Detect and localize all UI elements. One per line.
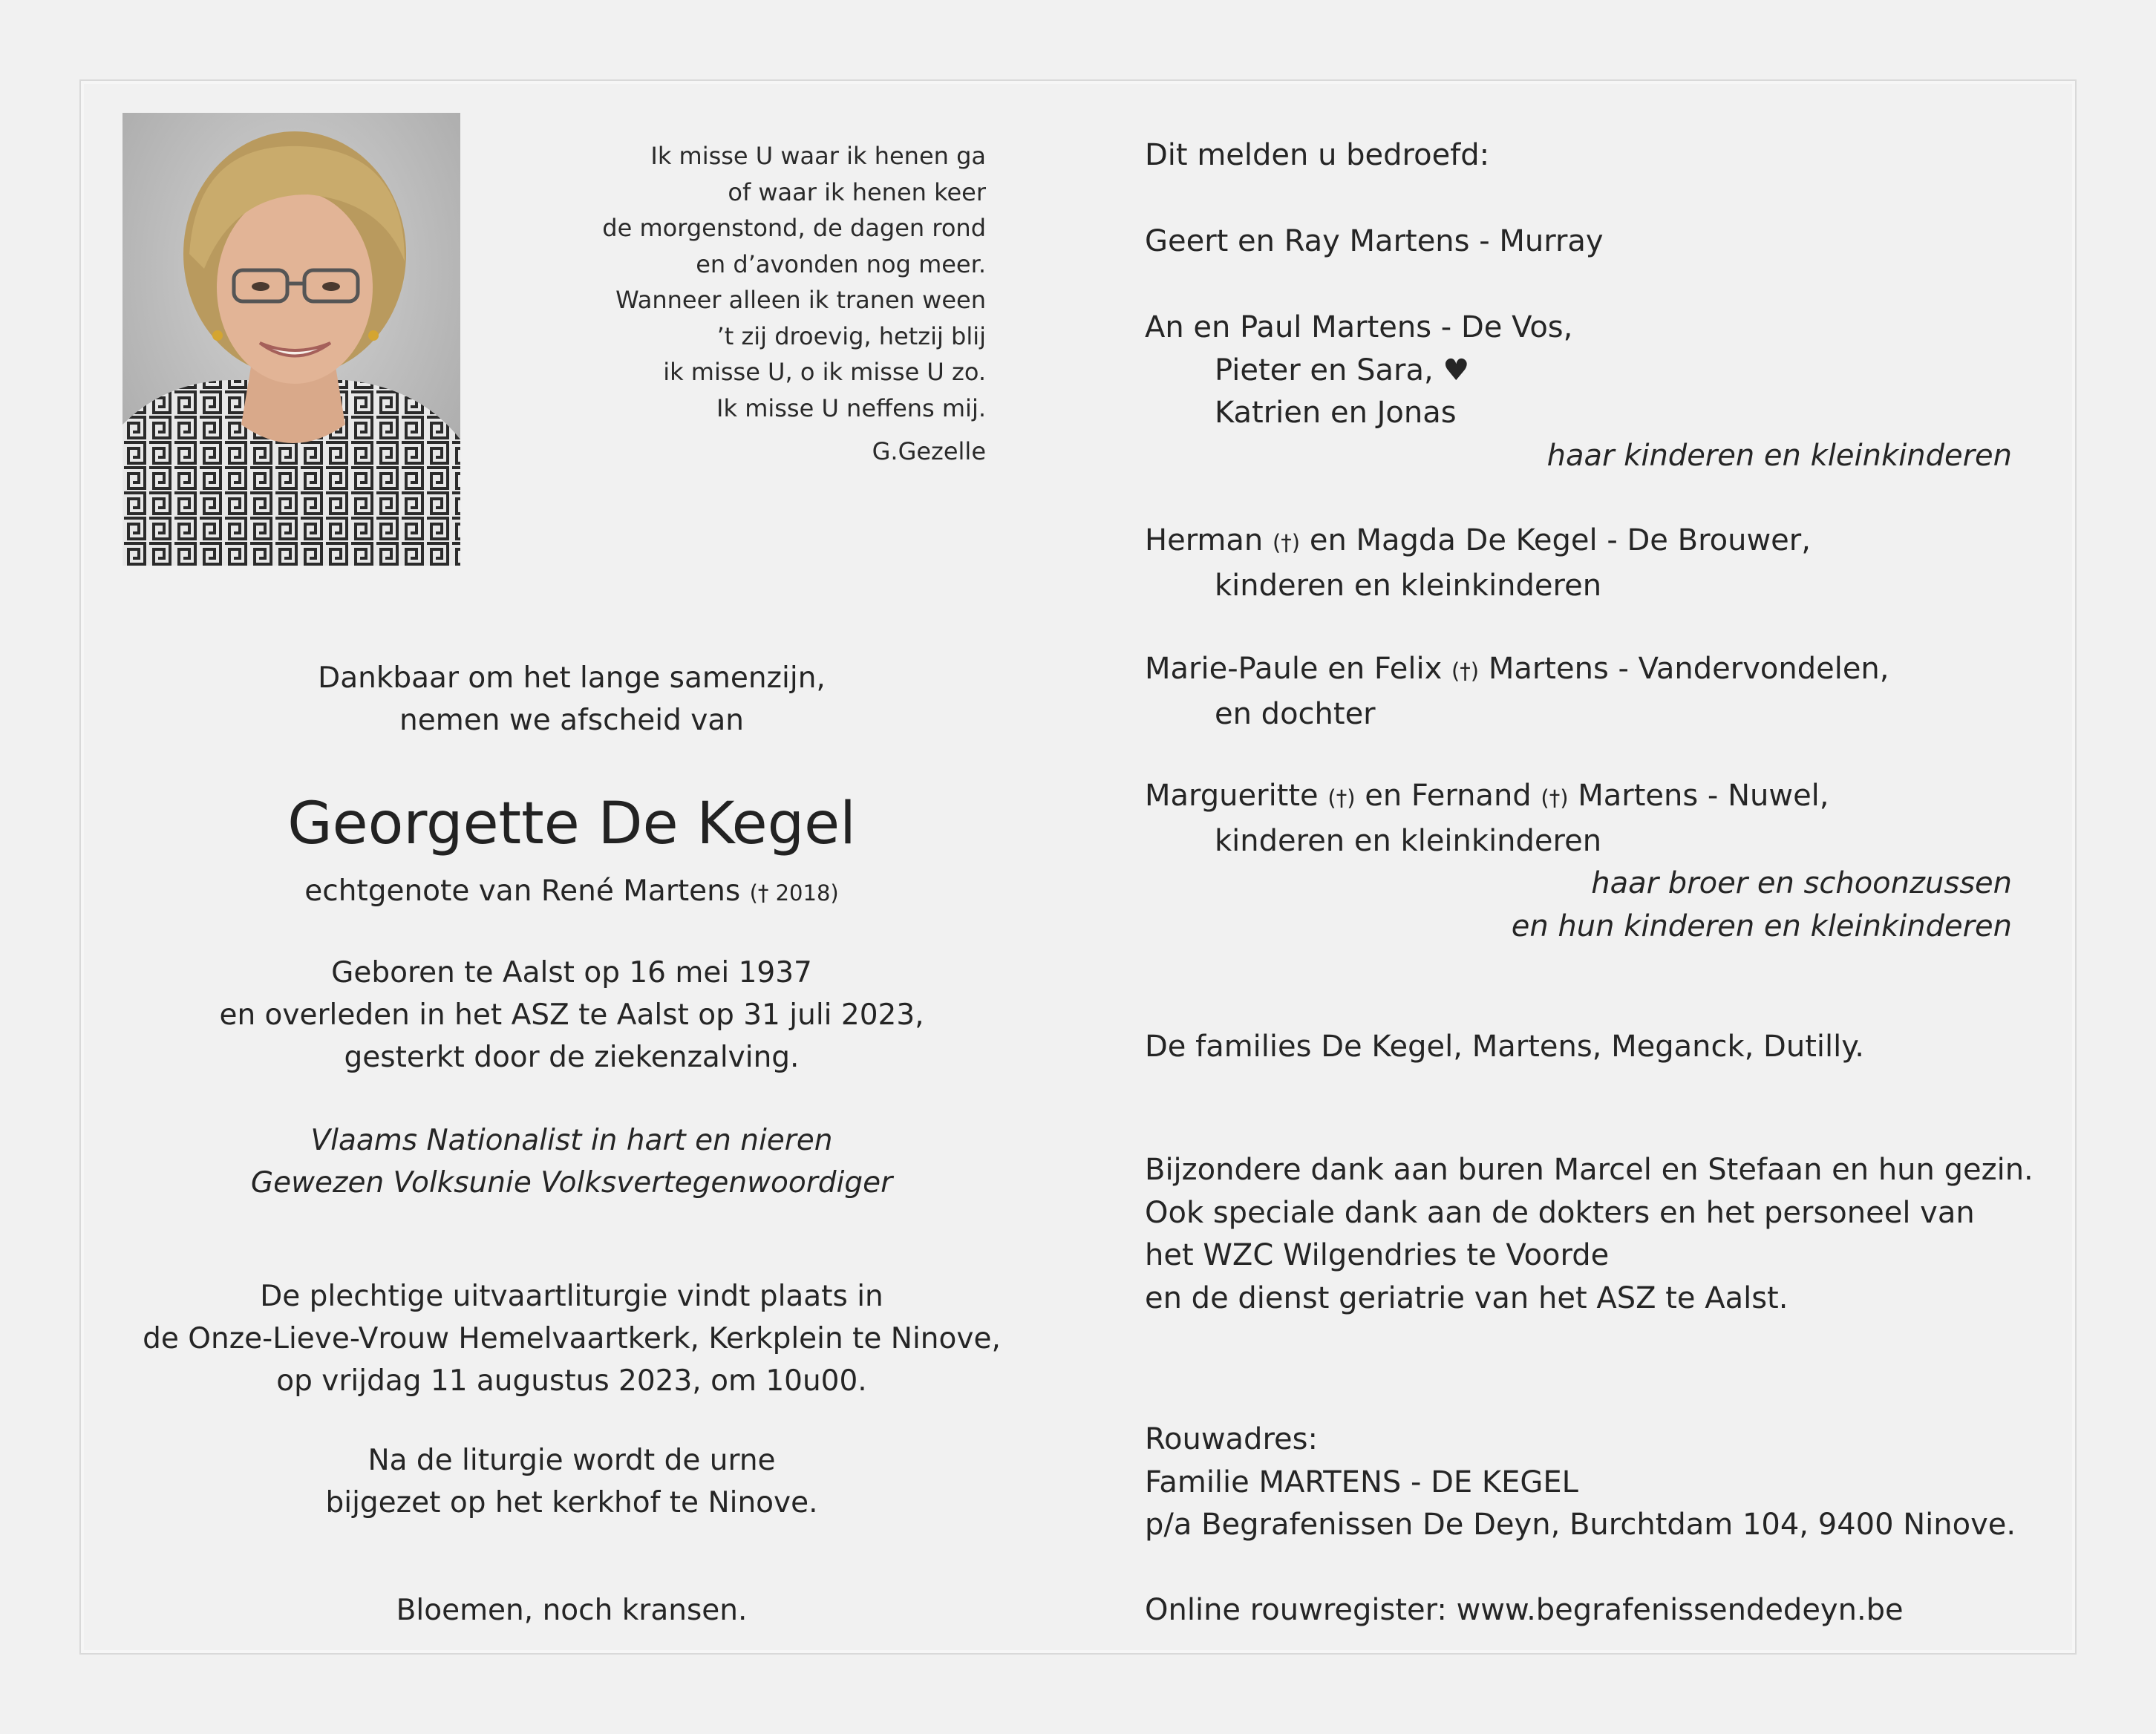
sacrament-line: gesterkt door de ziekenzalving. [344, 1041, 800, 1074]
thanks-line: Ook speciale dank aan de dokters en het personeel van [1145, 1195, 1975, 1230]
poem-line: Ik misse U waar ik henen ga [650, 142, 986, 170]
cross-mark: (†) [1451, 658, 1480, 684]
family-line: en dochter [1215, 696, 1376, 731]
cross-mark: (†) [1541, 785, 1569, 811]
family-text: Marie-Paule en Felix [1145, 652, 1451, 686]
intro-text [126, 657, 1017, 742]
poem [520, 138, 986, 470]
poem-line: ik misse U, o ik misse U zo. [663, 358, 986, 386]
tribute-line: Gewezen Volksunie Volksvertegenwoordiger [250, 1166, 893, 1200]
spouse-death-year: († 2018) [749, 880, 839, 906]
poem-author: G.Gezelle [872, 437, 986, 465]
death-line: en overleden in het ASZ te Aalst op 31 juli 2023, [219, 998, 924, 1032]
address-block [1145, 1419, 2016, 1547]
poem-line: of waar ik henen keer [728, 177, 986, 206]
urn-text [126, 1439, 1017, 1524]
tribute-text [126, 1119, 1017, 1204]
urn-line: Na de liturgie wordt de urne [368, 1444, 776, 1477]
tribute-line: Vlaams Nationalist in hart en nieren [310, 1124, 833, 1157]
family-text: Margueritte [1145, 779, 1328, 813]
intro-line: Dankbaar om het lange samenzijn, [318, 661, 826, 695]
family-line: Pieter en Sara, ♥ [1215, 353, 1470, 387]
address-label: Rouwadres: [1145, 1422, 1318, 1456]
family-text: Martens - Nuwel, [1568, 779, 1829, 813]
announce-line: Dit melden u bedroefd: [1145, 138, 1490, 172]
cross-mark: (†) [1327, 785, 1356, 811]
urn-line: bijgezet op het kerkhof te Ninove. [325, 1486, 818, 1519]
portrait-photo [122, 113, 460, 566]
flowers-line: Bloemen, noch kransen. [396, 1594, 748, 1627]
family-text: en Fernand [1355, 779, 1541, 813]
intro-line: nemen we afscheid van [399, 704, 744, 737]
family-text: Herman [1145, 523, 1273, 557]
family-margueritte [1145, 775, 2012, 948]
families-text [1145, 1026, 2012, 1069]
poem-line: Wanneer alleen ik tranen ween [615, 286, 986, 314]
poem-line: Ik misse U neffens mij. [716, 393, 986, 422]
family-herman [1145, 520, 2012, 607]
spouse-line [126, 870, 1017, 915]
thanks-line: het WZC Wilgendries te Voorde [1145, 1238, 1610, 1272]
online-register [1145, 1589, 2012, 1632]
family-line: kinderen en kleinkinderen [1215, 823, 1602, 858]
thanks-text [1145, 1149, 2034, 1320]
deceased-name: Georgette De Kegel [287, 791, 856, 857]
address-family: Familie MARTENS - DE KEGEL [1145, 1465, 1578, 1499]
family-line: kinderen en kleinkinderen [1215, 568, 1602, 603]
family-role: en hun kinderen en kleinkinderen [1511, 909, 2012, 943]
family-mariepaule [1145, 648, 2012, 736]
family-line: Katrien en Jonas [1215, 396, 1457, 430]
family-role: haar kinderen en kleinkinderen [1546, 438, 2012, 473]
family-an [1145, 307, 2012, 477]
funeral-line: De plechtige uitvaartliturgie vindt plaats in [260, 1280, 883, 1313]
funeral-text [126, 1275, 1017, 1402]
poem-line: ’t zij droevig, hetzij blij [716, 321, 986, 350]
thanks-line: Bijzondere dank aan buren Marcel en Stefaan en hun gezin. [1145, 1153, 2034, 1187]
poem-line: de morgenstond, de dagen rond [602, 214, 986, 242]
birth-death-text [126, 952, 1017, 1079]
family-text: Martens - Vandervondelen, [1479, 652, 1889, 686]
online-register-line: Online rouwregister: www.begrafenissendedeyn.be [1145, 1593, 1904, 1627]
birth-line: Geboren te Aalst op 16 mei 1937 [331, 956, 812, 989]
poem-line: en d’avonden nog meer. [696, 249, 986, 278]
address-line: p/a Begrafenissen De Deyn, Burchtdam 104, 9400 Ninove. [1145, 1508, 2016, 1542]
family-line: Geert en Ray Martens - Murray [1145, 224, 1604, 258]
announce-text [1145, 134, 2012, 177]
funeral-line: de Onze-Lieve-Vrouw Hemelvaartkerk, Kerkplein te Ninove, [143, 1322, 1001, 1355]
family-text: en Magda De Kegel - De Brouwer, [1300, 523, 1811, 557]
flowers-text [126, 1589, 1017, 1632]
thanks-line: en de dienst geriatrie van het ASZ te Aalst. [1145, 1280, 1788, 1315]
family-geert [1145, 220, 2012, 264]
family-role: haar broer en schoonzussen [1591, 866, 2012, 900]
funeral-line: op vrijdag 11 augustus 2023, om 10u00. [276, 1364, 867, 1398]
cross-mark: (†) [1272, 530, 1301, 555]
spouse-text: echtgenote van René Martens [304, 874, 750, 908]
family-line: An en Paul Martens - De Vos, [1145, 310, 1573, 344]
families-line: De families De Kegel, Martens, Meganck, Dutilly. [1145, 1030, 1864, 1064]
